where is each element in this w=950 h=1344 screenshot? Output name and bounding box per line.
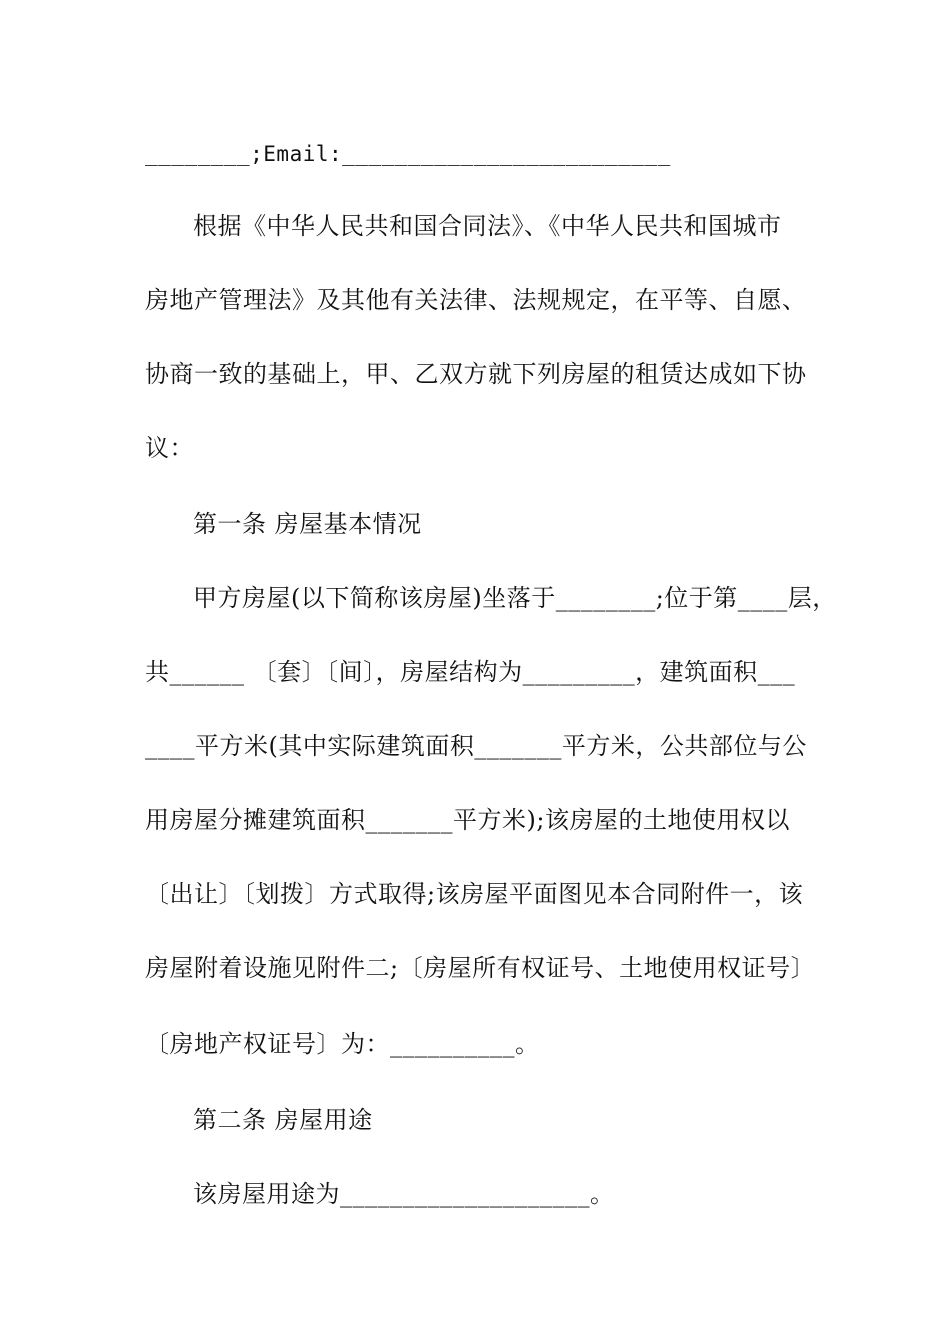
article-1-line-6: 房屋附着设施见附件二;〔房屋所有权证号、土地使用权证号〕 xyxy=(145,954,816,982)
article-1-line-3: ____平方米(其中实际建筑面积_______平方米，公共部位与公 xyxy=(145,732,807,760)
article-1-line-4: 用房屋分摊建筑面积_______平方米);该房屋的土地使用权以 xyxy=(145,806,790,834)
contact-email-line: ________;Email:_________________________ xyxy=(145,142,671,166)
article-1-line-1: 甲方房屋(以下简称该房屋)坐落于________;位于第____层， xyxy=(193,584,837,612)
article-1-line-7: 〔房地产权证号〕为：__________。 xyxy=(145,1030,540,1058)
preamble-line-2: 房地产管理法》及其他有关法律、法规规定，在平等、自愿、 xyxy=(145,286,807,314)
article-1-heading: 第一条 房屋基本情况 xyxy=(193,510,422,538)
article-2-heading: 第二条 房屋用途 xyxy=(193,1106,373,1134)
preamble-line-4: 议： xyxy=(145,434,194,462)
article-1-line-2: 共______ 〔套〕〔间〕，房屋结构为_________，建筑面积___ xyxy=(145,658,796,686)
article-1-line-5: 〔出让〕〔划拨〕方式取得;该房屋平面图见本合同附件一，该 xyxy=(145,880,804,908)
article-2-line-1: 该房屋用途为____________________。 xyxy=(193,1180,615,1208)
preamble-line-3: 协商一致的基础上，甲、乙双方就下列房屋的租赁达成如下协 xyxy=(145,360,807,388)
preamble-line-1: 根据《中华人民共和国合同法》、《中华人民共和国城市 xyxy=(193,212,782,240)
